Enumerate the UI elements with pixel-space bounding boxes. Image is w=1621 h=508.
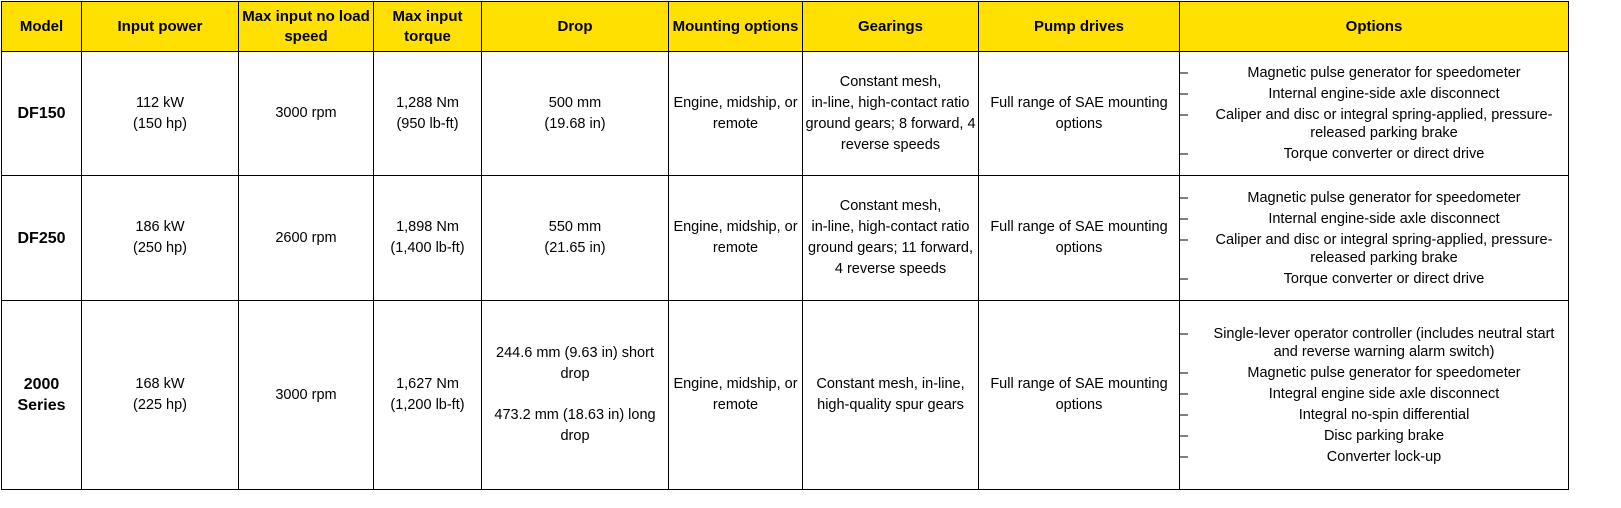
header-pump-drives: Pump drives bbox=[979, 2, 1180, 52]
option-item: – Converter lock-up bbox=[1180, 448, 1568, 466]
model-cell: DF150 bbox=[2, 52, 82, 176]
gearings-cell: Constant mesh, in-line, high-contact ratio ground gears; 8 forward, 4 reverse speeds bbox=[803, 52, 979, 176]
options-cell bbox=[1180, 301, 1569, 490]
header-max-speed: Max input no load speed bbox=[239, 2, 374, 52]
option-item: – Magnetic pulse generator for speedometer bbox=[1180, 189, 1568, 207]
header-options: Options bbox=[1180, 2, 1569, 52]
table-row bbox=[2, 176, 1569, 301]
input-power-cell: 112 kW (150 hp) bbox=[82, 52, 239, 176]
table-row bbox=[2, 301, 1569, 490]
options-list bbox=[1180, 64, 1568, 163]
option-item: – Magnetic pulse generator for speedometer bbox=[1180, 64, 1568, 82]
input-power-cell: 186 kW (250 hp) bbox=[82, 176, 239, 301]
input-power-cell: 168 kW (225 hp) bbox=[82, 301, 239, 490]
option-item: – Magnetic pulse generator for speedometer bbox=[1180, 364, 1568, 382]
option-item: – Torque converter or direct drive bbox=[1180, 145, 1568, 163]
drop-cell bbox=[482, 52, 669, 176]
max-torque-cell: 1,898 Nm (1,400 lb-ft) bbox=[374, 176, 482, 301]
drop-value: 473.2 mm (18.63 in) long drop bbox=[494, 407, 656, 444]
option-item: – Caliper and disc or integral spring-applied, pressure-released parking brake bbox=[1180, 231, 1568, 267]
header-input-power: Input power bbox=[82, 2, 239, 52]
pump-drives-cell: Full range of SAE mounting options bbox=[979, 176, 1180, 301]
header-max-torque: Max input torque bbox=[374, 2, 482, 52]
mounting-cell: Engine, midship, or remote bbox=[669, 301, 803, 490]
max-speed-cell: 3000 rpm bbox=[239, 52, 374, 176]
options-cell bbox=[1180, 52, 1569, 176]
drop-value: 244.6 mm (9.63 in) short drop bbox=[496, 345, 654, 382]
drop-cell bbox=[482, 176, 669, 301]
table-row bbox=[2, 52, 1569, 176]
max-speed-cell: 3000 rpm bbox=[239, 301, 374, 490]
option-item: – Torque converter or direct drive bbox=[1180, 270, 1568, 288]
header-mounting: Mounting options bbox=[669, 2, 803, 52]
header-drop: Drop bbox=[482, 2, 669, 52]
max-speed-cell: 2600 rpm bbox=[239, 176, 374, 301]
option-item: – Integral engine side axle disconnect bbox=[1180, 385, 1568, 403]
gearings-cell: Constant mesh, in-line, high-quality spur gears bbox=[803, 301, 979, 490]
spec-table bbox=[1, 1, 1569, 490]
drop-cell bbox=[482, 301, 669, 490]
max-torque-cell: 1,288 Nm (950 lb-ft) bbox=[374, 52, 482, 176]
options-list bbox=[1180, 325, 1568, 466]
max-torque-cell: 1,627 Nm (1,200 lb-ft) bbox=[374, 301, 482, 490]
pump-drives-cell: Full range of SAE mounting options bbox=[979, 52, 1180, 176]
option-item: – Disc parking brake bbox=[1180, 427, 1568, 445]
pump-drives-cell: Full range of SAE mounting options bbox=[979, 301, 1180, 490]
header-model: Model bbox=[2, 2, 82, 52]
header-gearings: Gearings bbox=[803, 2, 979, 52]
mounting-cell: Engine, midship, or remote bbox=[669, 176, 803, 301]
option-item: – Caliper and disc or integral spring-applied, pressure-released parking brake bbox=[1180, 106, 1568, 142]
option-item: – Single-lever operator controller (includes neutral start and reverse warning alarm switch) bbox=[1180, 325, 1568, 361]
gearings-cell: Constant mesh, in-line, high-contact ratio ground gears; 11 forward, 4 reverse speeds bbox=[803, 176, 979, 301]
mounting-cell: Engine, midship, or remote bbox=[669, 52, 803, 176]
header-row bbox=[2, 2, 1569, 52]
option-item: – Integral no-spin differential bbox=[1180, 406, 1568, 424]
option-item: – Internal engine-side axle disconnect bbox=[1180, 85, 1568, 103]
model-cell: 2000 Series bbox=[2, 301, 82, 490]
model-cell: DF250 bbox=[2, 176, 82, 301]
options-cell bbox=[1180, 176, 1569, 301]
option-item: – Internal engine-side axle disconnect bbox=[1180, 210, 1568, 228]
drop-value: 500 mm (19.68 in) bbox=[544, 94, 606, 132]
drop-value: 550 mm (21.65 in) bbox=[544, 219, 606, 256]
options-list bbox=[1180, 189, 1568, 288]
